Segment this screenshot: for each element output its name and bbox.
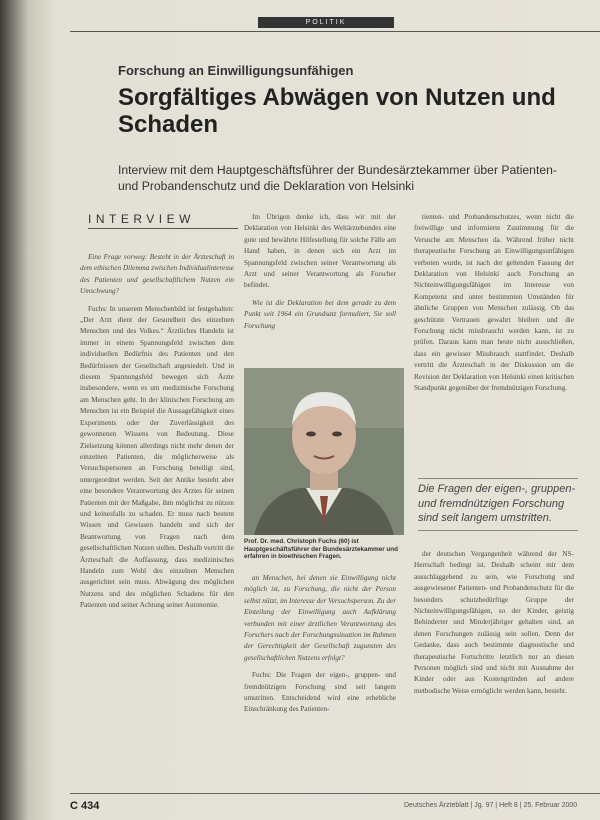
answer-paragraph: Im Übrigen denke ich, dass wir mit der Deklaration von Helsinki des Weltärztebundes eine gute und bewährte Hilfestellung für solche Fälle am Hand haben, in denen sich ein Arzt im Spannungsfeld zwischen seiner Verantwortung als Arzt und seiner Verantwortung als Forscher befindet. (244, 213, 396, 290)
question-paragraph: Eine Frage vorweg: Besteht in der Ärzteschaft in dem ethischen Dilemma zwischen Individualinteresse des Patienten und gesellschaftlichem Nutzen ein Umschwung? (80, 253, 234, 296)
answer-paragraph: Fuchs: Die Fragen der eigen-, gruppen- und fremdnützigen Forschung sind seit langem umstritten. Entscheidend wird eine erhebliche Einschränkung des Patienten- (244, 671, 396, 714)
section-tag: POLITIK (258, 17, 394, 28)
text-column-1 (80, 252, 234, 780)
portrait-photo-icon (244, 368, 404, 535)
text-column-3-bottom (414, 549, 574, 781)
question-paragraph: Wie ist die Deklaration bei dem gerade zu dem Punkt seit 1964 ein Grundsatz formuliert, Sie soll Forschung (244, 298, 396, 330)
text-column-2-top (244, 212, 396, 362)
pull-quote: Die Fragen der eigen-, gruppen- und fremdnützigen Forschung sind seit langem umstritten. (418, 478, 578, 531)
header-rule (70, 31, 600, 32)
page-number: C 434 (70, 800, 100, 812)
answer-paragraph: der deutschen Vergangenheit während der NS-Herrschaft bedingt ist. Deshalb scheint mir dem ausschlaggebend zu sein, wie Forschung und ausgewiesener Patienten- und Probandenschutz für die besonders schutzbedürftige Gruppe der Nichteinwilligungsfähigen, so der Kinder, geistig Behinderter und Minderjähriger gehalten sind, an denen Forschungen zulässig sein sollen. Denn der Gedanke, dass auch bestimmte diagnostische und therapeutische Fortschritte letztlich nur an diesen Personen möglich sind und nicht mit Ausnahme der Kinder oder aus Kostengründen auf andere methodische Weise ermöglicht werden kann, besteht. (414, 550, 574, 695)
text-column-2-bottom (244, 573, 396, 781)
interview-label: INTERVIEW (88, 212, 238, 229)
article-subtitle: Interview mit dem Hauptgeschäftsführer der Bundesärztekammer über Patienten- und Probandenschutz und die Deklaration von Helsinki (118, 163, 557, 193)
portrait-photo (244, 368, 404, 535)
photo-caption: Prof. Dr. med. Christoph Fuchs (60) ist Hauptgeschäftsführer der Bundesärztekammer und erfahren in bioethischen Fragen. (244, 538, 398, 561)
text-column-3-top (414, 212, 574, 470)
journal-reference: Deutsches Ärzteblatt | Jg. 97 | Heft 8 | 25. Februar 2000 (404, 802, 578, 809)
answer-paragraph: Fuchs: In unserem Menschenbild ist festgehalten: „Der Arzt dient der Gesundheit des einzelnen Menschen und des Volkes.“ Ärztliches Handeln ist immer in einem Spannungsfeld zwischen dem individuellen Bedürfnis des Patienten und den Bedürfnissen der Gesellschaft angesiedelt. Und in diesem Spannungsfeld bewegen sich Ärzte insbesondere, wenn es um medizinische Forschung am Menschen geht. In der klinischen Forschung am Menschen ist ein Beispiel die Aussagefähigkeit eines Experiments oder der Zuverlässigkeit des gewonnenen Wissens von Bedeutung. Diese Zielsetzung können allerdings nicht mehr denen der einzelnen Patienten, die möglicherweise als Versuchspersonen an Forschung beteiligt sind, untergeordnet werden. Seit der Antike besteht aber eine besondere Verantwortung des Arztes für seinen Patienten mit der Maßgabe, ihm möglichst zu nützen und keinesfalls zu schaden. Er muss nach bestem Wissen und Gewissen handeln und sich der Beantwortung von Fragen nach dem gesellschaftlichen Nutzen stellen. Deshalb vertritt die Ärzteschaft die Auffassung, dass medizinisches Handeln zum Wohl des einzelnen Menschen ausgerichtet sein muss. Abwägung des möglichen Nutzens und des möglichen Schadens für den Patienten und seiner Achtung seiner Autonomie. (80, 304, 234, 610)
footer-rule (70, 793, 600, 794)
article-title: Sorgfältiges Abwägen von Nutzen und Schaden (118, 84, 556, 138)
answer-paragraph: tienten- und Probandenschutzes, wenn nicht die freiwillige und informierte Zustimmung für die Versuche am Menschen da. Während früher nicht therapeutische Forschung an Einwilligungsunfähigen verboten wurde, ist nach der geltenden Fassung der Deklaration von Helsinki auch Forschung an Nichteinwilligungsfähigen im Interesse von Kompetenz und unter bestimmten Umständen für ähnliche Gruppen von Menschen zulässig. Ob das geschützte Vertrauen gewahrt bleiben und die Forschung nicht missbraucht werden kann, ist zu prüfen. Daraus kann man heute nicht ausschließen, dass ein gewisser Missbrauch stattfindet. Deshalb vertritt die Ärzteschaft in der Diskussion um die Revision der Deklaration von Helsinki einen kritischen Standpunkt gegenüber der fremdnützigen Forschung. (414, 213, 574, 393)
question-paragraph: an Menschen, bei denen sie Einwilligung nicht möglich ist, zu Forschung, die nicht der Person selbst nützt, im Interesse der Versuchsperson. Zu der Einteilung der Einwilligung auch Aufklärung verbunden mit einer ärztlichen Verantwortung des Forschers nach der Forschungssituation im Rahmen der Gerechtigkeit der Gesellschaft zugunsten des gesellschaftlichen Nutzens erfolgt? (244, 574, 396, 662)
article-kicker: Forschung an Einwilligungsunfähigen (118, 63, 354, 78)
